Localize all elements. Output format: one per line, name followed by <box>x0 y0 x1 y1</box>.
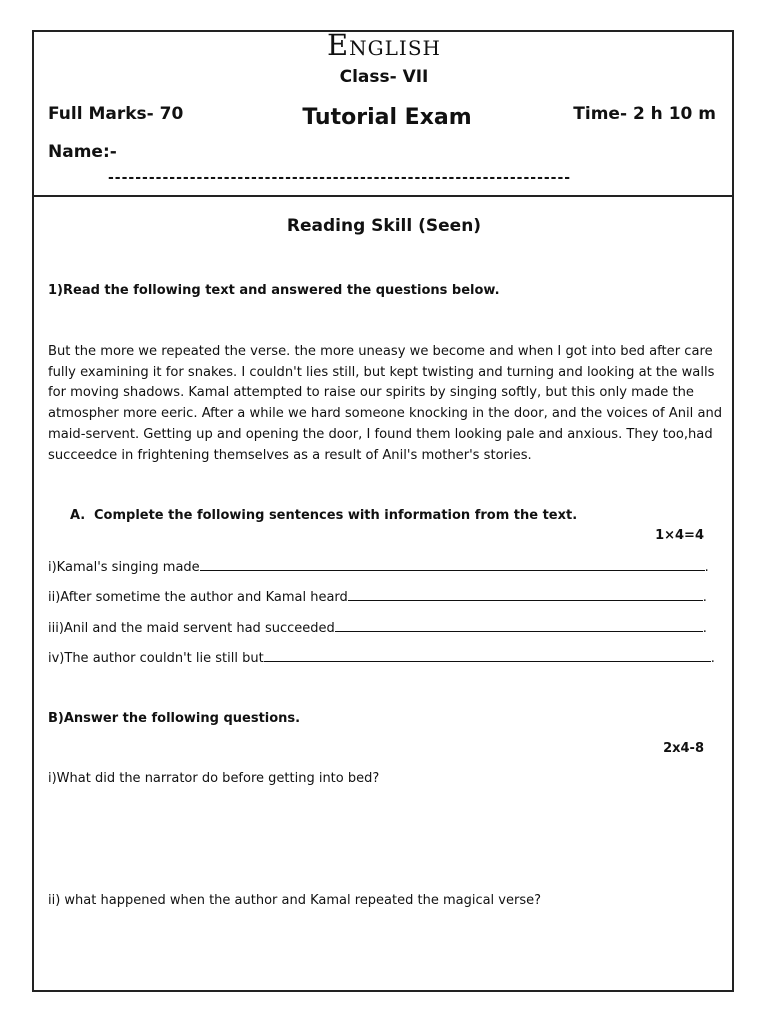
class-label: Class- VII <box>339 67 429 87</box>
sentence-prompt: ii)After sometime the author and Kamal heard <box>48 590 348 605</box>
name-label: Name:- <box>48 142 117 162</box>
exam-title: Tutorial Exam <box>302 105 472 130</box>
question-1-instruction: 1)Read the following text and answered the questions below. <box>48 283 500 298</box>
part-a-text: Complete the following sentences with information from the text. <box>94 508 578 523</box>
sentence-prompt: iii)Anil and the maid servent had succeeded <box>48 621 335 636</box>
part-b-instruction: B)Answer the following questions. <box>48 711 301 726</box>
sentence-1 <box>48 559 709 575</box>
part-b-marks: 2x4-8 <box>663 741 704 756</box>
sentence-3 <box>48 620 707 636</box>
name-dashed-line: -------------------------------------------------------------------- <box>108 170 572 186</box>
answer-blank[interactable] <box>200 559 705 571</box>
part-a-marks: 1×4=4 <box>655 528 704 543</box>
section-title: Reading Skill (Seen) <box>286 216 482 236</box>
sentence-end: . <box>710 651 715 666</box>
sentence-end: . <box>702 590 707 605</box>
exam-time: Time- 2 h 10 m <box>573 104 716 124</box>
part-b-question-1: i)What did the narrator do before getting into bed? <box>48 771 380 786</box>
reading-passage: But the more we repeated the verse. the more uneasy we become and when I got into bed after care fully examining it for snakes. I couldn't lies still, but kept twisting and turning and looking at the walls for moving shadows. Kamal attempted to raise our spirits by singing softly, but this only made the atmospher more eeric. After a while we hard someone knocking in the door, and the voices of Anil and maid-servent. Getting up and opening the door, I found them looking pale and anxious. They too,had succeedce in frightening themselves as a result of Anil's mother's stories. <box>48 344 723 463</box>
sentence-2 <box>48 589 707 605</box>
sentence-end: . <box>704 560 709 575</box>
header-divider <box>32 195 734 197</box>
answer-blank[interactable] <box>264 650 711 662</box>
full-marks: Full Marks- 70 <box>48 104 184 124</box>
sentence-prompt: iv)The author couldn't lie still but <box>48 651 264 666</box>
sentence-4 <box>48 650 715 666</box>
part-b-question-2: ii) what happened when the author and Kamal repeated the magical verse? <box>48 893 542 908</box>
part-a-letter: A. <box>70 508 86 523</box>
sentence-prompt: i)Kamal's singing made <box>48 560 200 575</box>
part-a-instruction <box>70 508 577 523</box>
subject-title: English <box>327 28 441 62</box>
answer-blank[interactable] <box>335 620 703 632</box>
sentence-end: . <box>702 621 707 636</box>
answer-blank[interactable] <box>348 589 703 601</box>
